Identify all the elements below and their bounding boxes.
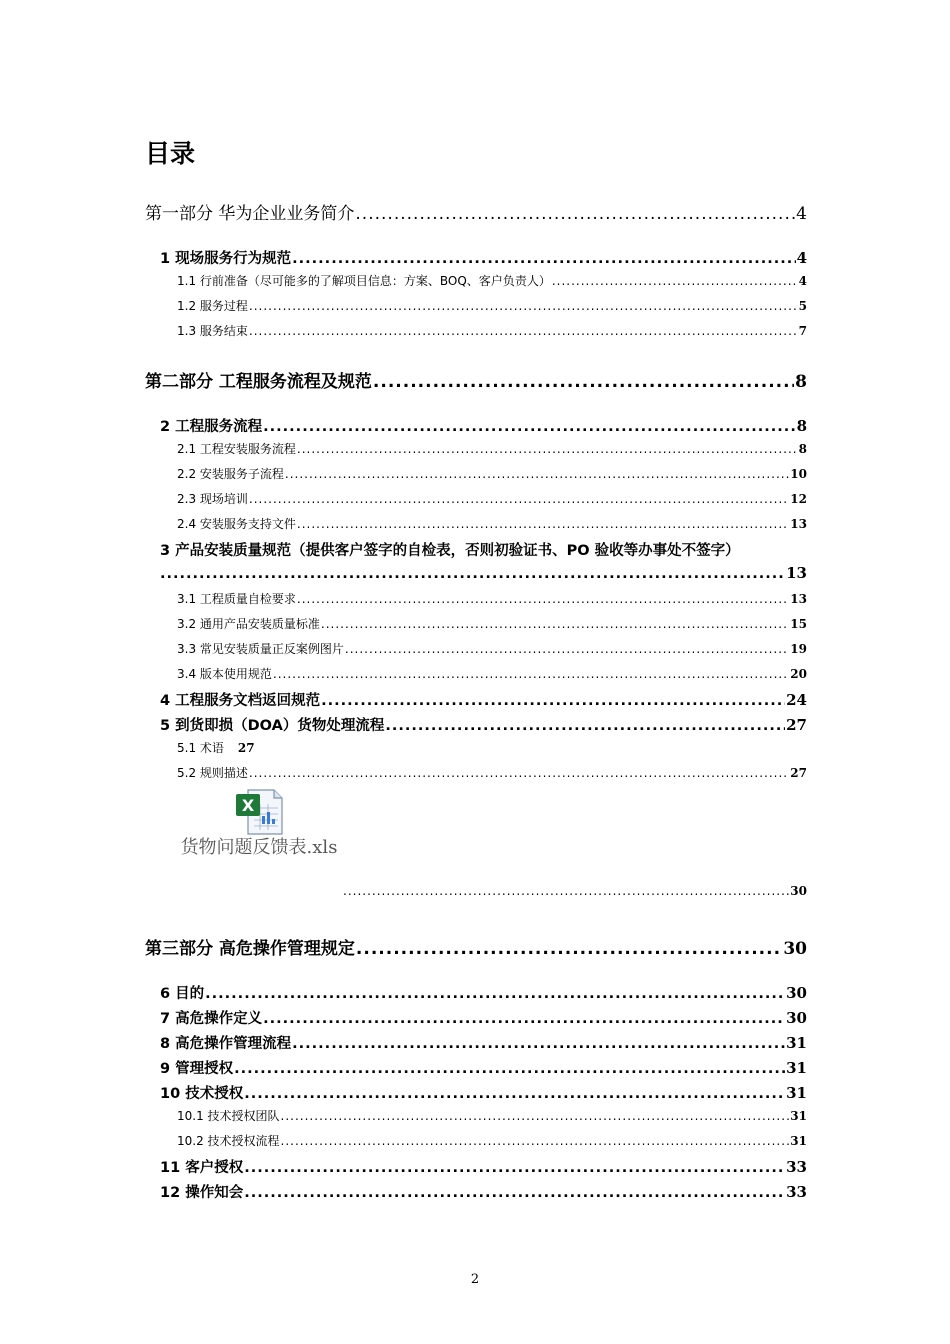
toc-entry-label: 10.1 技术授权团队 xyxy=(177,1109,280,1123)
toc-entry-page: 27 xyxy=(237,741,255,755)
toc-entry-page: 12 xyxy=(790,492,807,506)
toc-entry-5-1[interactable] xyxy=(177,739,255,756)
toc-entry-6[interactable] xyxy=(160,982,807,1003)
toc-entry-label: 第一部分 华为企业业务简介 xyxy=(145,204,355,224)
toc-entry-label: 10 技术授权 xyxy=(160,1086,244,1102)
toc-entry-label: 5.1 术语 xyxy=(177,741,224,755)
toc-entry-label: 2.2 安装服务子流程 xyxy=(177,467,284,481)
toc-entry-2[interactable] xyxy=(160,415,807,436)
toc-entry-label: 6 目的 xyxy=(160,986,205,1002)
toc-entry-3-2[interactable] xyxy=(177,615,807,632)
toc-entry-2-4[interactable] xyxy=(177,515,807,532)
toc-entry-page: 30 xyxy=(783,939,807,959)
toc-entry-1[interactable] xyxy=(160,247,807,268)
toc-entry-page: 10 xyxy=(790,467,807,481)
toc-entry-9[interactable] xyxy=(160,1057,807,1078)
toc-entry-page: 31 xyxy=(790,1109,807,1123)
toc-entry-10[interactable] xyxy=(160,1082,807,1103)
toc-entry-page: 33 xyxy=(786,1158,807,1176)
toc-entry-label: 9 管理授权 xyxy=(160,1061,234,1077)
toc-entry-3-3[interactable] xyxy=(177,640,807,657)
toc-entry-page: 19 xyxy=(790,642,807,656)
toc-entry-page: 4 xyxy=(796,204,807,224)
toc-entry-3-line1[interactable]: 3 产品安装质量规范（提供客户签字的自检表，否则初验证书、PO 验收等办事处不签字） xyxy=(160,543,740,559)
toc-entry-page: 27 xyxy=(786,716,807,734)
toc-entry-page: 33 xyxy=(786,1183,807,1201)
toc-entry-1-2[interactable] xyxy=(177,297,807,314)
toc-entry-3-1[interactable] xyxy=(177,590,807,607)
svg-text:X: X xyxy=(241,796,255,815)
toc-entry-page: 30 xyxy=(786,1009,807,1027)
toc-entry-4[interactable] xyxy=(160,689,807,710)
toc-entry-page: 20 xyxy=(790,667,807,681)
toc-entry-page: 8 xyxy=(798,442,807,456)
toc-entry-label: 12 操作知会 xyxy=(160,1185,244,1201)
toc-entry-2-3[interactable] xyxy=(177,490,807,507)
page-number: 2 xyxy=(470,1272,480,1287)
toc-entry-label: 3.1 工程质量自检要求 xyxy=(177,592,296,606)
toc-entry-10-2[interactable] xyxy=(177,1132,807,1149)
toc-entry-page: 8 xyxy=(795,372,807,392)
toc-entry-label: 2 工程服务流程 xyxy=(160,419,263,435)
toc-entry-label: 第二部分 工程服务流程及规范 xyxy=(145,372,372,392)
toc-entry-3-line2[interactable] xyxy=(160,564,807,582)
toc-entry-label: 3.2 通用产品安装质量标准 xyxy=(177,617,320,631)
toc-entry-label: 7 高危操作定义 xyxy=(160,1011,263,1027)
toc-entry-label: 2.1 工程安装服务流程 xyxy=(177,442,296,456)
toc-entry-1-3[interactable] xyxy=(177,322,807,339)
toc-entry-label: 1.1 行前准备（尽可能多的了解项目信息：方案、BOQ、客户负责人） xyxy=(177,274,551,288)
toc-entry-label: 2.3 现场培训 xyxy=(177,492,248,506)
toc-entry-label: 第三部分 高危操作管理规定 xyxy=(145,939,355,959)
toc-entry-label: 11 客户授权 xyxy=(160,1160,244,1176)
toc-entry-page: 31 xyxy=(786,1084,807,1102)
toc-entry-part-1[interactable] xyxy=(145,199,807,224)
toc-entry-1-1[interactable] xyxy=(177,272,807,289)
toc-entry-page: 27 xyxy=(790,766,807,780)
toc-entry-page: 8 xyxy=(796,417,807,435)
toc-entry-label: 5 到货即损（DOA）货物处理流程 xyxy=(160,718,385,734)
toc-entry-label: 5.2 规则描述 xyxy=(177,766,248,780)
toc-entry-page: 31 xyxy=(786,1059,807,1077)
toc-entry-7[interactable] xyxy=(160,1007,807,1028)
attachment-filename[interactable]: 货物问题反馈表.xls xyxy=(180,837,338,858)
toc-entry-page: 15 xyxy=(790,617,807,631)
toc-entry-page: 13 xyxy=(790,592,807,606)
toc-entry-label: 3.3 常见安装质量正反案例图片 xyxy=(177,642,344,656)
toc-entry-page: 4 xyxy=(798,274,807,288)
toc-entry-label: 4 工程服务文档返回规范 xyxy=(160,693,321,709)
toc-entry-2-1[interactable] xyxy=(177,440,807,457)
toc-entry-2-2[interactable] xyxy=(177,465,807,482)
toc-entry-label: 3.4 版本使用规范 xyxy=(177,667,272,681)
toc-entry-page: 24 xyxy=(786,691,807,709)
toc-entry-page: 31 xyxy=(786,1034,807,1052)
toc-entry-10-1[interactable] xyxy=(177,1107,807,1124)
toc-entry-label: 2.4 安装服务支持文件 xyxy=(177,517,296,531)
toc-entry-8[interactable] xyxy=(160,1032,807,1053)
toc-entry-page: 30 xyxy=(790,884,807,898)
toc-title: 目录 xyxy=(145,139,196,168)
toc-entry-label: 10.2 技术授权流程 xyxy=(177,1134,280,1148)
toc-entry-page: 13 xyxy=(786,564,807,582)
toc-entry-11[interactable] xyxy=(160,1156,807,1177)
toc-entry-page: 13 xyxy=(790,517,807,531)
toc-entry-page: 4 xyxy=(796,249,807,267)
toc-entry-3-4[interactable] xyxy=(177,665,807,682)
toc-entry-page: 5 xyxy=(798,299,807,313)
toc-entry-label: 8 高危操作管理流程 xyxy=(160,1036,292,1052)
toc-entry-5-2[interactable] xyxy=(177,764,807,781)
toc-entry-page: 31 xyxy=(790,1134,807,1148)
toc-entry-part-2[interactable] xyxy=(145,367,807,392)
toc-entry-5[interactable] xyxy=(160,714,807,735)
toc-entry-12[interactable] xyxy=(160,1181,807,1202)
toc-entry-label: 1 现场服务行为规范 xyxy=(160,251,292,267)
toc-entry-attachment[interactable] xyxy=(343,884,807,898)
toc-entry-page: 30 xyxy=(786,984,807,1002)
excel-file-icon[interactable] xyxy=(234,786,286,838)
toc-entry-page: 7 xyxy=(798,324,807,338)
toc-entry-part-3[interactable] xyxy=(145,934,807,959)
toc-entry-label: 1.2 服务过程 xyxy=(177,299,248,313)
toc-entry-label: 1.3 服务结束 xyxy=(177,324,248,338)
